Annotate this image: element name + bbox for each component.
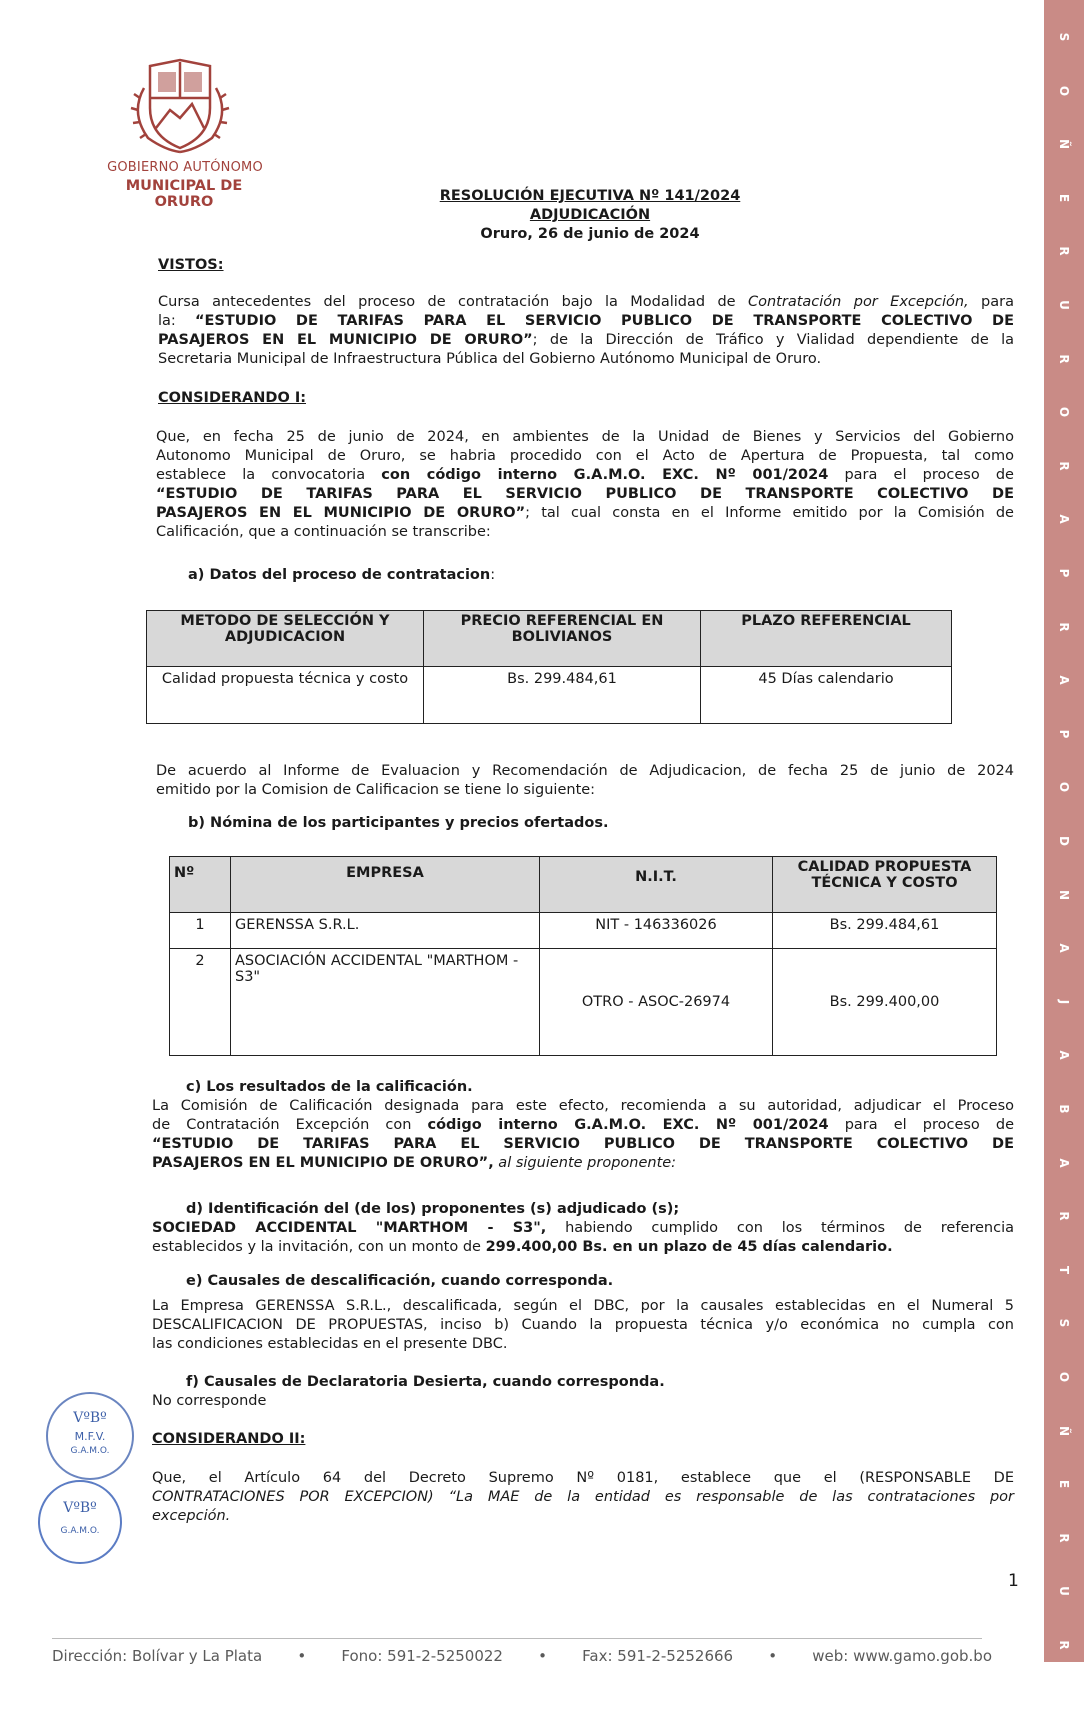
table-header-cell: N.I.T. <box>540 857 773 913</box>
considerando-2-line-2: CONTRATACIONES POR EXCEPCION) “La MAE de la entidad es responsable de las contrataciones por <box>152 1489 1014 1505</box>
municipal-coat-of-arms-icon <box>120 58 240 154</box>
table-header-row <box>147 611 952 667</box>
considerando-2-heading: CONSIDERANDO II: <box>152 1431 306 1447</box>
considerando-1-line-6: Calificación, que a continuación se transcribe: <box>156 524 491 540</box>
side-banner-letter: R <box>1057 461 1071 471</box>
considerando-1-line-4: “ESTUDIO DE TARIFAS PARA EL SERVICIO PUBLICO DE TRANSPORTE COLECTIVO DE <box>156 486 1014 502</box>
section-d-heading: d) Identificación del (de los) proponentes (s) adjudicado (s); <box>186 1201 680 1217</box>
footer-address: Dirección: Bolívar y La Plata <box>52 1647 263 1665</box>
section-e-line-2: DESCALIFICACION DE PROPUESTAS, inciso b) Cuando la propuesta técnica y/o económica no cumpla con <box>152 1317 1014 1333</box>
footer <box>52 1647 992 1665</box>
footer-web: web: www.gamo.gob.bo <box>812 1647 992 1665</box>
side-banner-letter: A <box>1057 675 1071 685</box>
informe-line-1: De acuerdo al Informe de Evaluacion y Recomendación de Adjudicacion, de fecha 25 de junio de 2024 <box>156 763 1014 779</box>
footer-fax: Fax: 591-2-5252666 <box>582 1647 734 1665</box>
side-banner-letter: A <box>1057 943 1071 953</box>
table-cell: 2 <box>170 949 231 1056</box>
section-e-heading: e) Causales de descalificación, cuando corresponda. <box>186 1273 614 1289</box>
section-c-heading: c) Los resultados de la calificación. <box>186 1079 473 1095</box>
process-data-table <box>146 610 952 724</box>
table-cell: Bs. 299.484,61 <box>773 913 997 949</box>
table-cell: Calidad propuesta técnica y costo <box>147 667 424 724</box>
table-cell: 45 Días calendario <box>701 667 952 724</box>
side-banner-letter: N <box>1057 889 1071 900</box>
section-e-line-1: La Empresa GERENSSA S.R.L., descalificada, según el DBC, por la causales establecidas en el Numeral 5 <box>152 1298 1014 1314</box>
table-header-cell: PRECIO REFERENCIAL EN BOLIVIANOS <box>424 611 701 667</box>
vistos-line-1: Cursa antecedentes del proceso de contratación bajo la Modalidad de Contratación por Excepción, para <box>158 294 1014 310</box>
side-banner-letter: A <box>1057 1050 1071 1061</box>
section-b-heading: b) Nómina de los participantes y precios ofertados. <box>188 815 609 831</box>
side-banner-letter: Ñ <box>1057 139 1071 150</box>
org-name-line2: MUNICIPAL DE ORURO <box>125 178 243 210</box>
section-d-line-2: establecidos y la invitación, con un monto de 299.400,00 Bs. en un plazo de 45 días calendario. <box>152 1239 893 1255</box>
side-banner-letter: R <box>1057 353 1071 364</box>
vistos-heading: VISTOS: <box>158 257 224 273</box>
section-c-line-3: “ESTUDIO DE TARIFAS PARA EL SERVICIO PUBLICO DE TRANSPORTE COLECTIVO DE <box>152 1136 1014 1152</box>
section-c-line-2: de Contratación Excepción con código interno G.A.M.O. EXC. Nº 001/2024 para el proceso de <box>152 1117 1015 1133</box>
side-banner-letter: T <box>1057 1265 1071 1274</box>
considerando-1-line-3: establece la convocatoria con código interno G.A.M.O. EXC. Nº 001/2024 para el proceso de <box>156 467 1014 483</box>
side-banner-letter: S <box>1057 32 1071 42</box>
side-banner-letter: E <box>1057 1480 1071 1489</box>
side-banner-letter: S <box>1057 1319 1071 1328</box>
side-banner-letter: U <box>1057 300 1071 310</box>
side-banner-letter: P <box>1057 729 1071 739</box>
side-banner <box>1044 0 1084 1704</box>
side-banner-letter: R <box>1057 621 1071 632</box>
table-row <box>170 949 997 1056</box>
table-cell: OTRO - ASOC-26974 <box>540 949 773 1056</box>
section-a-heading: a) Datos del proceso de contratacion: <box>188 567 496 583</box>
considerando-1-line-2: Autonomo Municipal de Oruro, se habria procedido con el Acto de Apertura de Propuesta, tal como <box>156 448 1014 464</box>
table-cell: ASOCIACIÓN ACCIDENTAL "MARTHOM - S3" <box>231 949 540 1056</box>
table-header-cell: EMPRESA <box>231 857 540 913</box>
side-banner-letter: B <box>1057 1104 1071 1114</box>
table-header-cell: CALIDAD PROPUESTA TÉCNICA Y COSTO <box>773 857 997 913</box>
participants-table <box>169 856 997 1056</box>
side-banner-letter: E <box>1057 193 1071 202</box>
side-banner-letter: O <box>1057 1693 1071 1704</box>
table-row <box>170 913 997 949</box>
side-banner-letter: O <box>1057 85 1071 96</box>
considerando-2-line-3: excepción. <box>152 1508 231 1524</box>
side-banner-letter: A <box>1057 514 1071 525</box>
table-cell: GERENSSA S.R.L. <box>231 913 540 949</box>
side-banner-letter: D <box>1057 836 1071 846</box>
footer-divider <box>52 1638 982 1639</box>
considerando-1-line-1: Que, en fecha 25 de junio de 2024, en ambientes de la Unidad de Bienes y Servicios del Gobierno <box>156 429 1014 445</box>
side-banner-letter: R <box>1057 1640 1071 1650</box>
approval-stamp-1: VºBº M.F.V. G.A.M.O. <box>46 1392 134 1480</box>
table-header-cell: PLAZO REFERENCIAL <box>701 611 952 667</box>
table-cell: Bs. 299.400,00 <box>773 949 997 1056</box>
side-banner-letter: R <box>1057 246 1071 257</box>
side-banner-letter: A <box>1057 1157 1071 1168</box>
side-banner-letter: R <box>1057 1211 1071 1221</box>
resolution-subtitle: ADJUDICACIÓN <box>529 207 651 223</box>
considerando-2-line-1: Que, el Artículo 64 del Decreto Supremo Nº 0181, establece que el (RESPONSABLE DE <box>152 1470 1014 1486</box>
table-header-cell: Nº <box>170 857 231 913</box>
footer-separator: • <box>538 1647 547 1665</box>
table-row <box>147 667 952 724</box>
resolution-date: Oruro, 26 de junio de 2024 <box>480 226 700 242</box>
section-f-line-1: No corresponde <box>152 1393 267 1409</box>
section-e-line-3: las condiciones establecidas en el presente DBC. <box>152 1336 508 1352</box>
side-banner-letter: U <box>1057 1586 1071 1597</box>
table-header-cell: METODO DE SELECCIÓN Y ADJUDICACION <box>147 611 424 667</box>
vistos-line-2: la: “ESTUDIO DE TARIFAS PARA EL SERVICIO PUBLICO DE TRANSPORTE COLECTIVO DE <box>158 313 1014 329</box>
section-c-line-4: PASAJEROS EN EL MUNICIPIO DE ORURO”, al siguiente proponente: <box>152 1155 677 1171</box>
informe-line-2: emitido por la Comision de Calificacion se tiene lo siguiente: <box>156 782 596 798</box>
vistos-line-4: Secretaria Municipal de Infraestructura Pública del Gobierno Autónomo Municipal de Oruro. <box>158 351 822 367</box>
footer-phone: Fono: 591-2-5250022 <box>341 1647 503 1665</box>
section-d-line-1: SOCIEDAD ACCIDENTAL "MARTHOM - S3", habiendo cumplido con los términos de referencia <box>152 1220 1015 1236</box>
org-name-line1: GOBIERNO AUTÓNOMO <box>107 160 263 175</box>
side-banner-letter: O <box>1057 782 1071 793</box>
resolution-title: RESOLUCIÓN EJECUTIVA Nº 141/2024 <box>439 188 741 204</box>
side-banner-letter: J <box>1057 999 1071 1005</box>
side-banner-letter: O <box>1057 407 1071 418</box>
table-header-row <box>170 857 997 913</box>
footer-separator: • <box>297 1647 307 1665</box>
table-cell: Bs. 299.484,61 <box>424 667 701 724</box>
considerando-1-line-5: PASAJEROS EN EL MUNICIPIO DE ORURO”; tal cual consta en el Informe emitido por la Comisión de <box>156 505 1014 521</box>
page-number: 1 <box>1008 1571 1019 1591</box>
table-cell: 1 <box>170 913 231 949</box>
side-banner-letter: O <box>1057 1371 1071 1383</box>
approval-stamp-2: VºBº G.A.M.O. <box>38 1480 122 1564</box>
section-f-heading: f) Causales de Declaratoria Desierta, cuando corresponda. <box>186 1374 665 1390</box>
table-cell: NIT - 146336026 <box>540 913 773 949</box>
side-banner-letter: P <box>1057 568 1071 578</box>
vistos-line-3: PASAJEROS EN EL MUNICIPIO DE ORURO”; de la Dirección de Tráfico y Vialidad dependiente de la <box>158 332 1014 348</box>
section-c-line-1: La Comisión de Calificación designada para este efecto, recomienda a su autoridad, adjudicar el Proceso <box>152 1098 1014 1114</box>
side-banner-letter: Ñ <box>1057 1425 1071 1436</box>
considerando-1-heading: CONSIDERANDO I: <box>158 390 307 406</box>
footer-separator: • <box>768 1647 778 1665</box>
side-banner-letter: R <box>1057 1533 1071 1543</box>
